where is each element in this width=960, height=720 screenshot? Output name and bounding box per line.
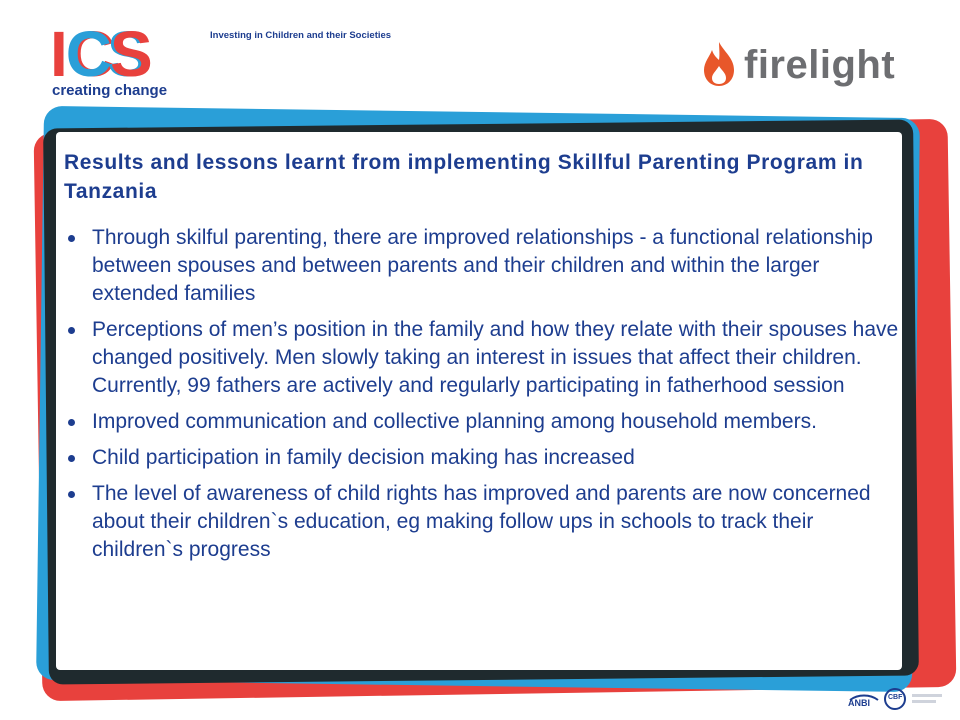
ics-logo-letters xyxy=(50,18,151,90)
bullet-dot-icon xyxy=(68,491,75,498)
bullet-text: Through skilful parenting, there are improved relationships - a functional relationship between spouses and between parents and their children and within the larger extended families xyxy=(92,226,873,305)
ics-letter-c: C xyxy=(65,18,110,90)
bullet-text: Perceptions of men’s position in the family and how they relate with their spouses have changed positively. Men slowly taking an interest in issues that affect their children. Currently, 99 fathers are actively and regularly participating in fatherhood session xyxy=(92,318,899,397)
bullet-text: Child participation in family decision making has increased xyxy=(92,446,635,469)
footer-badges xyxy=(848,688,948,714)
ics-letter-i: I xyxy=(50,18,66,90)
bullet-item xyxy=(62,408,904,436)
bullet-item xyxy=(62,224,904,308)
bullet-text: Improved communication and collective planning among household members. xyxy=(92,410,817,433)
ics-logo xyxy=(50,18,180,102)
firelight-wordmark: firelight xyxy=(744,43,896,87)
cbf-label: CBF xyxy=(888,694,903,701)
slide-title: Results and lessons learnt from implementing Skillful Parenting Program in Tanzania xyxy=(64,151,864,203)
bullet-list xyxy=(62,224,904,572)
bullet-item xyxy=(62,316,904,400)
bullet-dot-icon xyxy=(68,327,75,334)
bullet-dot-icon xyxy=(68,455,75,462)
bullet-text: The level of awareness of child rights has improved and parents are now concerned about their children`s education, eg making follow ups in schools to track their children`s progress xyxy=(92,482,871,561)
anbi-label: ANBI xyxy=(848,698,870,708)
ics-subtitle: Investing in Children and their Societies xyxy=(210,30,392,41)
ics-letter-s: S xyxy=(110,18,151,90)
bullet-item xyxy=(62,444,904,472)
flame-icon xyxy=(700,40,738,88)
bullet-dot-icon xyxy=(68,419,75,426)
certification-mark-icon xyxy=(910,688,944,710)
bullet-dot-icon xyxy=(68,235,75,242)
firelight-logo xyxy=(700,40,900,90)
bullet-item xyxy=(62,480,904,564)
ics-tagline: creating change xyxy=(52,82,168,99)
